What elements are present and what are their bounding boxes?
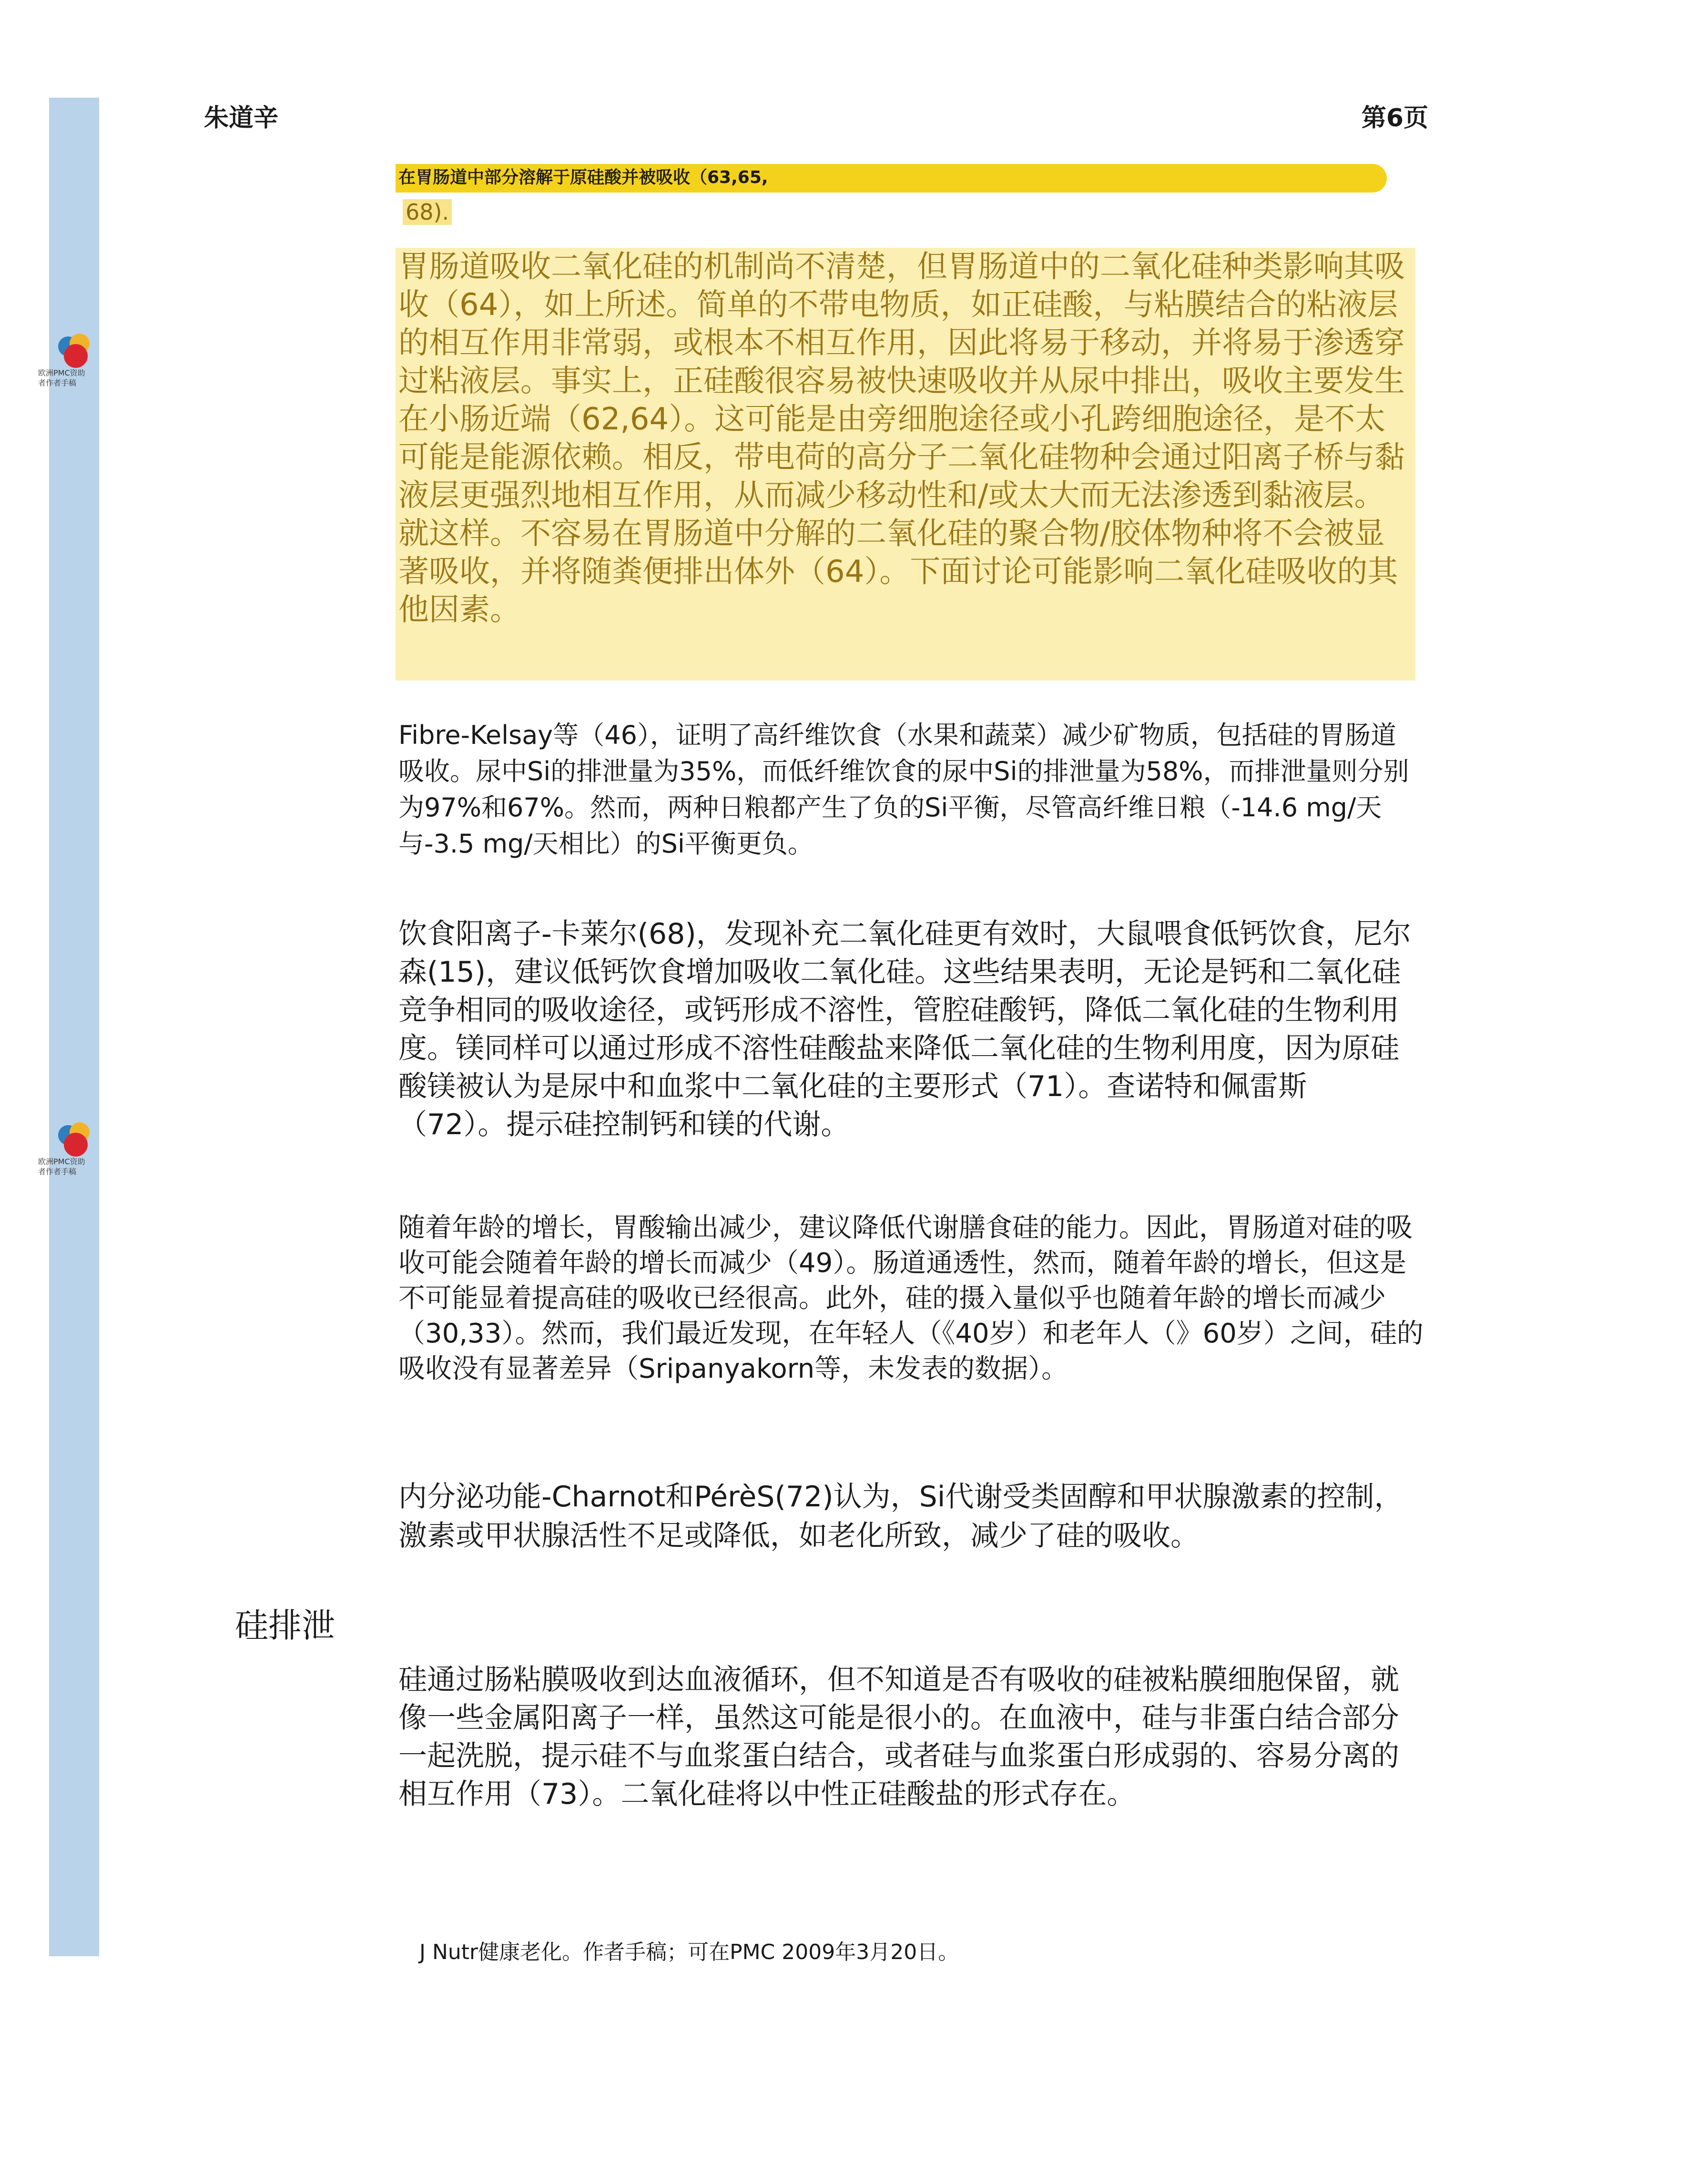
pmc-logo <box>38 334 91 410</box>
footer-citation: J Nutr健康老化。作者手稿；可在PMC 2009年3月20日。 <box>419 1940 959 1964</box>
author-name: 朱道辛 <box>204 104 279 132</box>
paragraph-age: 随着年龄的增长，胃酸输出减少，建议降低代谢膳食硅的能力。因此，胃肠道对硅的吸收可能会随着年龄的增长而减少（49）。肠道通透性，然而，随着年龄的增长，但这是不可能显着提高硅的吸收已经很高。此外，硅的摄入量似乎也随着年龄的增长而减少（30,33）。然而，我们最近发现，在年轻人（《40岁）和老年人（》60岁）之间，硅的吸收没有显著差异（Sripanyakorn等，未发表的数据）。 <box>398 1212 1424 1384</box>
paragraph-excretion: 硅通过肠粘膜吸收到达血液循环，但不知道是否有吸收的硅被粘膜细胞保留，就像一些金属阳离子一样，虽然这可能是很小的。在血液中，硅与非蛋白结合部分一起洗脱，提示硅不与血浆蛋白结合，或者硅与血浆蛋白形成弱的、容易分离的相互作用（73）。二氧化硅将以中性正硅酸盐的形式存在。 <box>398 1663 1399 1811</box>
section-heading-excretion: 硅排泄 <box>235 1606 335 1645</box>
pmc-logo-caption: 欧洲PMC资助者作者手稿 <box>38 368 85 387</box>
page-number: 第6页 <box>1361 104 1428 132</box>
pmc-logo-icon <box>55 334 93 371</box>
pmc-logo-icon <box>55 1122 93 1159</box>
paragraph-fibre: Fibre-Kelsay等（46），证明了高纤维饮食（水果和蔬菜）减少矿物质，包括硅的胃肠道吸收。尿中Si的排泄量为35%，而低纤维饮食的尿中Si的排泄量为58%，而排泄量则分别为97%和67%。然而，两种日粮都产生了负的Si平衡，尽管高纤维日粮（-14.6 mg/天与-3.5 mg/天相比）的Si平衡更负。 <box>398 720 1409 859</box>
paragraph-endocrine: 内分泌功能-Charnot和PérèS(72)认为，Si代谢受类固醇和甲状腺激素的控制，激素或甲状腺活性不足或降低，如老化所致，减少了硅的吸收。 <box>398 1480 1403 1553</box>
highlight-note-line1: 在胃肠道中部分溶解于原硅酸并被吸收（63,65, <box>398 168 768 187</box>
paragraph-absorption-mechanism: 胃肠道吸收二氧化硅的机制尚不清楚，但胃肠道中的二氧化硅种类影响其吸收（64），如上所述。简单的不带电物质，如正硅酸，与粘膜结合的粘液层的相互作用非常弱，或根本不相互作用，因此将易于移动，并将易于渗透穿过粘液层。事实上，正硅酸很容易被快速吸收并从尿中排出，吸收主要发生在小肠近端（62,64）。这可能是由旁细胞途径或小孔跨细胞途径，是不太可能是能源依赖。相反，带电荷的高分子二氧化硅物种会通过阳离子桥与黏液层更强烈地相互作用，从而减少移动性和/或太大而无法渗透到黏液层。就这样。不容易在胃肠道中分解的二氧化硅的聚合物/胶体物种将不会被显著吸收，并将随粪便排出体外（64）。下面讨论可能影响二氧化硅吸收的其他因素。 <box>398 249 1405 628</box>
pmc-logo-caption: 欧洲PMC资助者作者手稿 <box>38 1157 85 1176</box>
highlight-note-line2: 68). <box>403 199 452 225</box>
pmc-logo <box>38 1122 91 1199</box>
paragraph-dietary-cations: 饮食阳离子-卡莱尔(68)，发现补充二氧化硅更有效时，大鼠喂食低钙饮食，尼尔森(15)，建议低钙饮食增加吸收二氧化硅。这些结果表明，无论是钙和二氧化硅竞争相同的吸收途径，或钙形成不溶性，管腔硅酸钙，降低二氧化硅的生物利用度。镁同样可以通过形成不溶性硅酸盐来降低二氧化硅的生物利用度，因为原硅酸镁被认为是尿中和血浆中二氧化硅的主要形式（71）。查诺特和佩雷斯（72）。提示硅控制钙和镁的代谢。 <box>398 917 1411 1141</box>
